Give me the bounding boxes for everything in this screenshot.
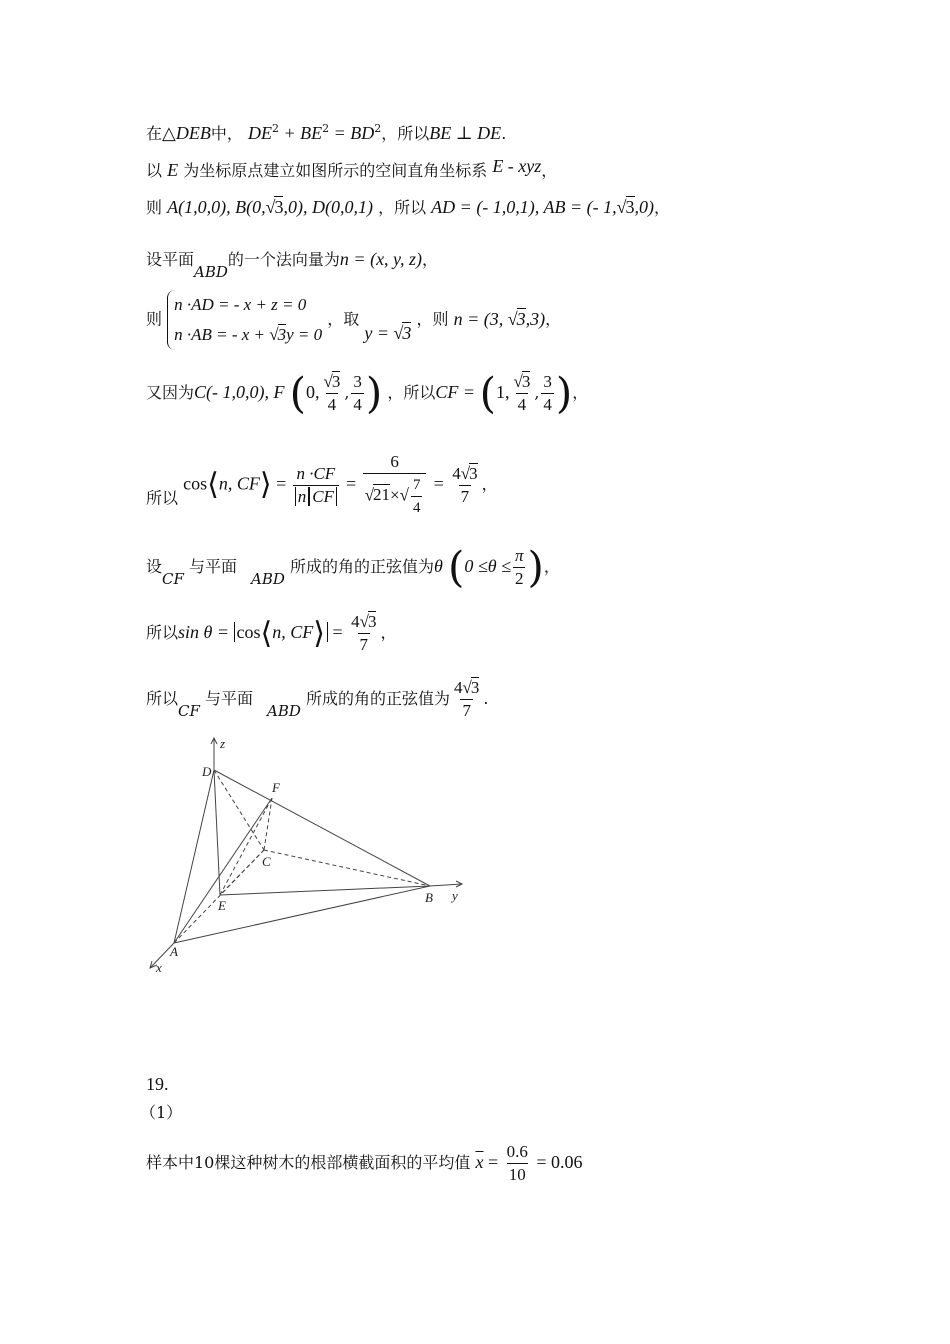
math: 4	[452, 463, 461, 483]
math: 3	[469, 463, 478, 483]
math: 3	[331, 372, 341, 391]
text: ，取	[327, 309, 360, 329]
text: 所以	[146, 623, 179, 642]
math: 3	[353, 372, 362, 391]
math: 3	[625, 197, 635, 217]
label-y: y	[452, 888, 458, 903]
edge-EB	[220, 886, 430, 895]
text: ，所以	[381, 124, 430, 143]
edge-AF	[174, 798, 272, 943]
text: ，则	[416, 309, 449, 329]
math: 7	[359, 635, 369, 654]
text: 所以	[146, 689, 179, 708]
math: θ	[434, 556, 443, 576]
text: 在	[146, 124, 163, 143]
math: n = (x, y, z)	[339, 249, 423, 269]
math: ,0)	[634, 197, 654, 217]
text: ，	[422, 250, 439, 269]
text-line-9: 所以sin θ = cos⟨n, CF⟩ = $\frac{4√3}{7}$ ，	[146, 612, 397, 654]
math: 6	[390, 452, 399, 471]
text: 则	[146, 198, 163, 217]
math: 4	[543, 395, 552, 414]
math: CF	[309, 487, 337, 506]
math: 4	[351, 612, 360, 631]
text: 样本中10棵这种树木的根部横截面积的平均值	[146, 1153, 471, 1172]
text: 所成的角的正弦值为	[306, 689, 451, 708]
text: 设	[146, 557, 163, 576]
math: 3	[543, 372, 552, 391]
equation: n ·AD = - x + z = 0	[174, 295, 307, 314]
math: ,3)	[525, 308, 546, 329]
math: y =	[364, 322, 394, 343]
label-B: B	[425, 890, 433, 905]
question-part	[140, 1102, 182, 1124]
math: 3	[470, 678, 480, 697]
math: CF	[162, 570, 184, 588]
math: 3	[274, 197, 284, 217]
text: 则	[146, 309, 163, 329]
math: = 0.06	[531, 1152, 583, 1172]
math: 4	[411, 496, 423, 518]
math: 21	[373, 485, 391, 505]
text: ，所以	[387, 383, 436, 402]
math: n, CF	[218, 473, 260, 494]
math: CF	[178, 702, 200, 720]
text: 19.	[146, 1074, 169, 1094]
math: + BE	[278, 123, 323, 143]
math: 3	[367, 612, 377, 631]
math: π	[514, 546, 524, 565]
label-D: D	[202, 764, 212, 779]
text-line-4	[146, 248, 438, 283]
edge-DB	[214, 770, 430, 886]
text: 与平面	[205, 689, 254, 708]
text: 所成的角的正弦值为	[290, 557, 435, 576]
math: 10	[508, 1165, 526, 1184]
math: 7	[412, 477, 421, 493]
math: 0,	[305, 382, 320, 402]
text-line-10: 所以CF 与平面ABD 所成的角的正弦值为 $\frac{4√3}{7}$ .	[146, 678, 489, 720]
math: 7	[460, 486, 470, 506]
text: 中，	[210, 124, 243, 143]
text-line-5: 则 n ·AD = - x + z = 0 n ·AB = - x + √3y = 0 ，取 y = √3 ，则 n = (3, √3,3)，	[146, 290, 561, 350]
math: BE ⊥ DE	[429, 123, 502, 143]
math: =	[327, 622, 348, 642]
edge-DC	[214, 770, 264, 850]
math: E - xyz	[492, 156, 542, 176]
text: 以	[146, 161, 163, 180]
math: E	[167, 160, 179, 180]
math: ABD	[267, 702, 301, 720]
math: n ·CF	[296, 463, 336, 483]
math: △DEB	[162, 123, 211, 143]
math: sin θ =	[178, 622, 234, 642]
math: n	[295, 487, 310, 506]
math: n = (3,	[453, 308, 508, 329]
math: 4	[327, 395, 337, 414]
math: cos	[236, 622, 261, 642]
label-z: z	[220, 736, 226, 751]
text: ，	[380, 623, 397, 642]
math: ×	[390, 485, 400, 505]
text: ，	[654, 198, 671, 217]
label-F: F	[272, 780, 280, 795]
text: ，所以	[378, 198, 427, 217]
math: n, CF	[272, 622, 314, 642]
text: 又因为	[146, 383, 195, 402]
text: 设平面	[146, 250, 195, 269]
math: =	[483, 1152, 503, 1172]
math: 7	[462, 701, 471, 720]
text: ，	[481, 474, 498, 494]
label-C: C	[262, 854, 271, 869]
label-A: A	[170, 944, 178, 959]
text: 与平面	[189, 557, 238, 576]
text-line-3: 则 A(1,0,0), B(0,√3,0), D(0,0,1) ，所以 AD = (- 1,0,1), AB = (- 1,√3,0)，	[146, 197, 671, 217]
math: 4	[517, 395, 527, 414]
text: 为坐标原点建立如图所示的空间直角坐标系	[183, 161, 488, 180]
y-axis	[430, 884, 462, 886]
math: 1,	[495, 382, 510, 402]
text: .	[483, 689, 489, 708]
text: （1）	[140, 1103, 183, 1122]
math: 4	[353, 395, 362, 414]
math: A(1,0,0), B(0,	[167, 197, 266, 217]
math: CF =	[435, 382, 480, 402]
text-line-7: 所以 cos⟨n, CF⟩ = $\frac{n \cdot CF}{\text{n CF}}$ = 6 √21×√ $\frac{7}{4}$ = $\frac{4√3}{7}$ ，	[146, 452, 498, 516]
math: 3	[521, 372, 531, 391]
text-line-8: 设CF 与平面ABD 所成的角的正弦值为θ (0 ≤θ ≤ $\frac{\pi}{2}$ )，	[146, 542, 560, 592]
math: 2	[514, 569, 524, 588]
text: .	[501, 124, 507, 143]
question-number	[146, 1073, 169, 1096]
edge-AB	[174, 886, 430, 943]
math: ABD	[251, 570, 285, 588]
math: y = 0	[286, 325, 323, 344]
math: DE	[247, 123, 272, 143]
math: ABD	[194, 263, 228, 281]
math: C(- 1,0,0), F	[194, 382, 285, 402]
text: 所以	[146, 488, 179, 508]
text-line-1: 在△DEB中， $DE^2 + BE^2 = BD^2$，所以BE ⊥ DE.	[146, 122, 507, 143]
math: 3	[402, 322, 412, 343]
label-E: E	[218, 898, 226, 913]
geometry-figure	[140, 730, 480, 990]
edge-DE	[214, 770, 220, 895]
math: cos	[183, 473, 208, 494]
math: $\overline{x}$	[475, 1152, 484, 1172]
edge-DA	[174, 770, 214, 943]
edge-CB	[264, 850, 430, 886]
math: 0.6	[506, 1142, 528, 1161]
math: 4	[454, 678, 463, 697]
math: ,0), D(0,0,1)	[283, 197, 373, 217]
label-x: x	[156, 960, 162, 975]
math: 0 ≤θ ≤	[464, 556, 511, 576]
text: ，	[545, 309, 562, 329]
text: ，	[543, 557, 560, 576]
text-line-q19	[146, 1142, 583, 1185]
text: 的一个法向量为	[227, 250, 340, 269]
text-line-6: 又因为C(- 1,0,0), F (0, $\frac{√3}{4}$ , $\frac{3}{4}$ ) ，所以CF = (1, $\frac{√3}{4}$ , $\frac{3}{4}$ )，	[146, 368, 589, 418]
text: ，	[572, 383, 589, 402]
math: 3	[516, 308, 526, 329]
text-line-2	[146, 155, 557, 182]
math: 3	[277, 325, 287, 344]
equation-system: n ·AD = - x + z = 0 n ·AB = - x + √3y = 0	[167, 290, 322, 350]
equation: n ·AB = - x +	[174, 325, 270, 344]
text: ，	[541, 161, 558, 180]
math: AD = (- 1,0,1), AB = (- 1,	[431, 197, 617, 217]
math: = BD	[329, 123, 375, 143]
